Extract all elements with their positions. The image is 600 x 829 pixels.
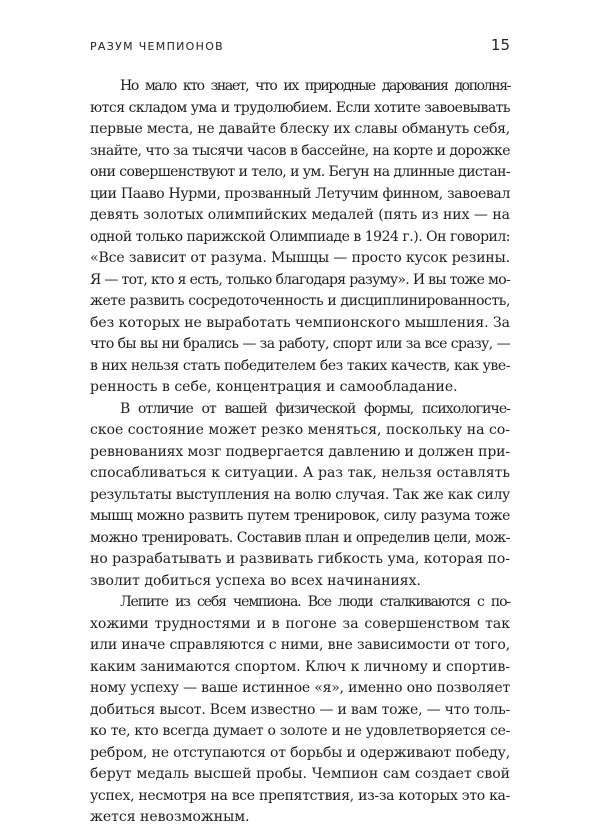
text-line: но разрабатывать и развивать гибкость ума, которая по- (90, 551, 510, 567)
text-line: жется невозможным. (90, 809, 250, 825)
text-line: спосабливаться к ситуации. А раз так, нельзя оставлять (90, 465, 510, 481)
page-number: 15 (490, 36, 510, 54)
text-line: ному успеху — ваше истинное «я», именно оно позволяет (90, 680, 510, 696)
text-line: в них нельзя стать победителем без таких качеств, как уве- (90, 357, 510, 374)
text-line: Но мало кто знает, что их природные дарования дополня- (120, 78, 510, 94)
text-line: ции Пааво Нурми, прозванный Летучим финном, завоевал (90, 185, 510, 202)
text-line: девять золотых олимпийских медалей (пять из них — на (90, 207, 510, 223)
text-line: результаты выступления на волю случая. Так же как силу (90, 486, 510, 503)
text-line: ское состояние может резко меняться, поскольку на со- (90, 422, 510, 438)
text-line: успех, несмотря на все препятствия, из-за которых это ка- (90, 787, 510, 804)
text-line: добиться высот. Всем известно — и вам тоже, — что толь- (90, 701, 510, 718)
running-title: РАЗУМ ЧЕМПИОНОВ (90, 40, 225, 53)
text-line: ренность в себе, концентрация и самообладание. (90, 379, 458, 395)
text-line: берут медаль высшей пробы. Чемпион сам создает свой (90, 766, 510, 782)
text-line: ются складом ума и трудолюбием. Если хотите завоевывать (90, 99, 510, 116)
paragraph-2 (90, 399, 510, 593)
text-line: зволит добиться успеха во всех начинаниях. (90, 572, 421, 589)
text-line: или иначе справляются с ними, вне зависимости от того, (90, 637, 510, 653)
text-line: хожими трудностями и в погоне за совершенством так (90, 615, 510, 632)
paragraph-1 (90, 76, 510, 399)
page-header (90, 36, 510, 58)
text-line: без которых не выработать чемпионского мышления. За (90, 314, 510, 331)
text-line: одной только парижской Олимпиаде в 1924 г.). Он говорил: (90, 228, 510, 245)
text-line: что бы вы ни брались — за работу, спорт или за все сразу, — (90, 336, 510, 352)
text-line: ревнованиях мозг подвергается давлению и должен при- (90, 443, 510, 460)
text-line: жете развить сосредоточенность и дисциплинированность, (90, 293, 510, 309)
text-line: В отличие от вашей физической формы, психологиче- (120, 400, 510, 417)
text-line: можно тренировать. Составив план и определив цели, мож- (90, 529, 510, 546)
text-line: первые места, не давайте блеску их славы обмануть себя, (90, 121, 510, 137)
text-line: каким занимаются спортом. Ключ к личному и спортив- (90, 658, 510, 675)
text-line: они совершенствуют и тело, и ум. Бегун на длинные дистан- (90, 164, 510, 180)
text-line: ребром, не отступаются от борьбы и одерживают победу, (90, 744, 510, 761)
text-line: Я — тот, кто я есть, только благодаря разуму». И вы тоже мо- (90, 271, 510, 288)
text-line: мышц можно развить путем тренировок, силу разума тоже (90, 508, 510, 524)
paragraph-3 (90, 592, 510, 829)
text-line: «Все зависит от разума. Мышцы — просто кусок резины. (90, 250, 510, 266)
body-text (90, 76, 510, 829)
text-line: ко те, кто всегда думает о золоте и не удовлетворяется се- (90, 723, 510, 739)
text-line: Лепите из себя чемпиона. Все люди сталкиваются с по- (120, 594, 510, 610)
text-line: знайте, что за тысячи часов в бассейне, на корте и дорожке (90, 142, 510, 159)
